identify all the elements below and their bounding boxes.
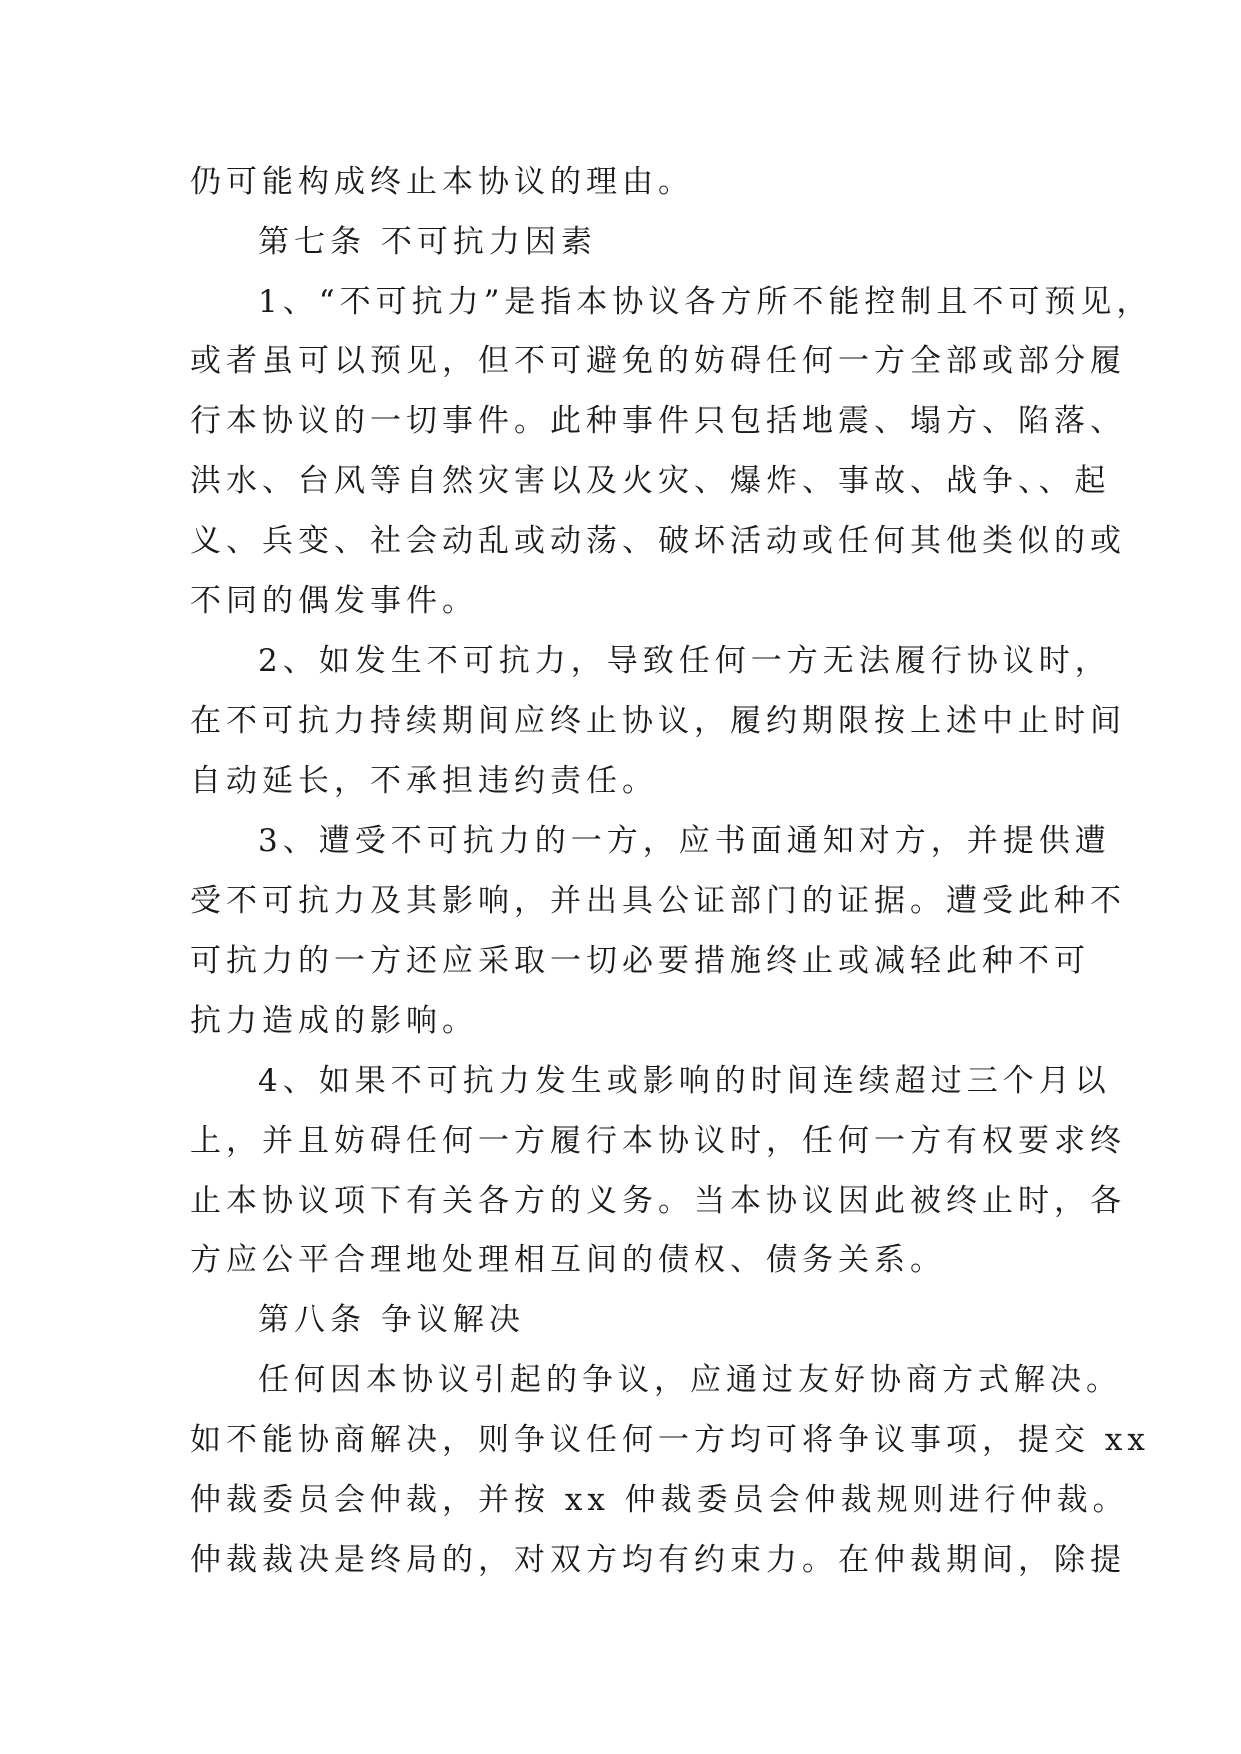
text-line: 3、遭受不可抗力的一方，应书面通知对方，并提供遭 (258, 823, 1111, 859)
text-line: 可抗力的一方还应采取一切必要措施终止或减轻此种不可 (190, 943, 1090, 979)
article-heading: 第八条 争议解决 (258, 1302, 525, 1338)
text-line: 在不可抗力持续期间应终止协议，履约期限按上述中止时间 (190, 703, 1126, 739)
text-line: 如不能协商解决，则争议任何一方均可将争议事项，提交 xx (190, 1422, 1150, 1458)
text-line: 义、兵变、社会动乱或动荡、破坏活动或任何其他类似的或 (190, 523, 1126, 559)
text-line: 不同的偶发事件。 (190, 583, 478, 619)
text-line: 自动延长，不承担违约责任。 (190, 763, 658, 799)
text-line: 或者虽可以预见，但不可避免的妨碍任何一方全部或部分履 (190, 343, 1126, 379)
text-line: 方应公平合理地处理相互间的债权、债务关系。 (190, 1242, 946, 1278)
text-line: 1、“不可抗力”是指本协议各方所不能控制且不可预见， (258, 284, 1153, 320)
text-line: 仲裁委员会仲裁，并按 xx 仲裁委员会仲裁规则进行仲裁。 (190, 1482, 1129, 1518)
text-line: 止本协议项下有关各方的义务。当本协议因此被终止时，各 (190, 1183, 1126, 1219)
text-line: 2、如发生不可抗力，导致任何一方无法履行协议时， (258, 643, 1111, 679)
text-line: 4、如果不可抗力发生或影响的时间连续超过三个月以 (258, 1063, 1111, 1099)
text-line: 任何因本协议引起的争议，应通过友好协商方式解决。 (258, 1362, 1122, 1398)
text-line: 抗力造成的影响。 (190, 1003, 478, 1039)
article-heading: 第七条 不可抗力因素 (258, 224, 597, 260)
text-line: 行本协议的一切事件。此种事件只包括地震、塌方、陷落、 (190, 403, 1126, 439)
text-line: 洪水、台风等自然灾害以及火灾、爆炸、事故、战争、、起 (190, 463, 1111, 499)
text-line: 仍可能构成终止本协议的理由。 (190, 164, 694, 200)
text-line: 仲裁裁决是终局的，对双方均有约束力。在仲裁期间，除提 (190, 1542, 1126, 1578)
text-line: 受不可抗力及其影响，并出具公证部门的证据。遭受此种不 (190, 883, 1126, 919)
text-line: 上，并且妨碍任何一方履行本协议时，任何一方有权要求终 (190, 1123, 1126, 1159)
